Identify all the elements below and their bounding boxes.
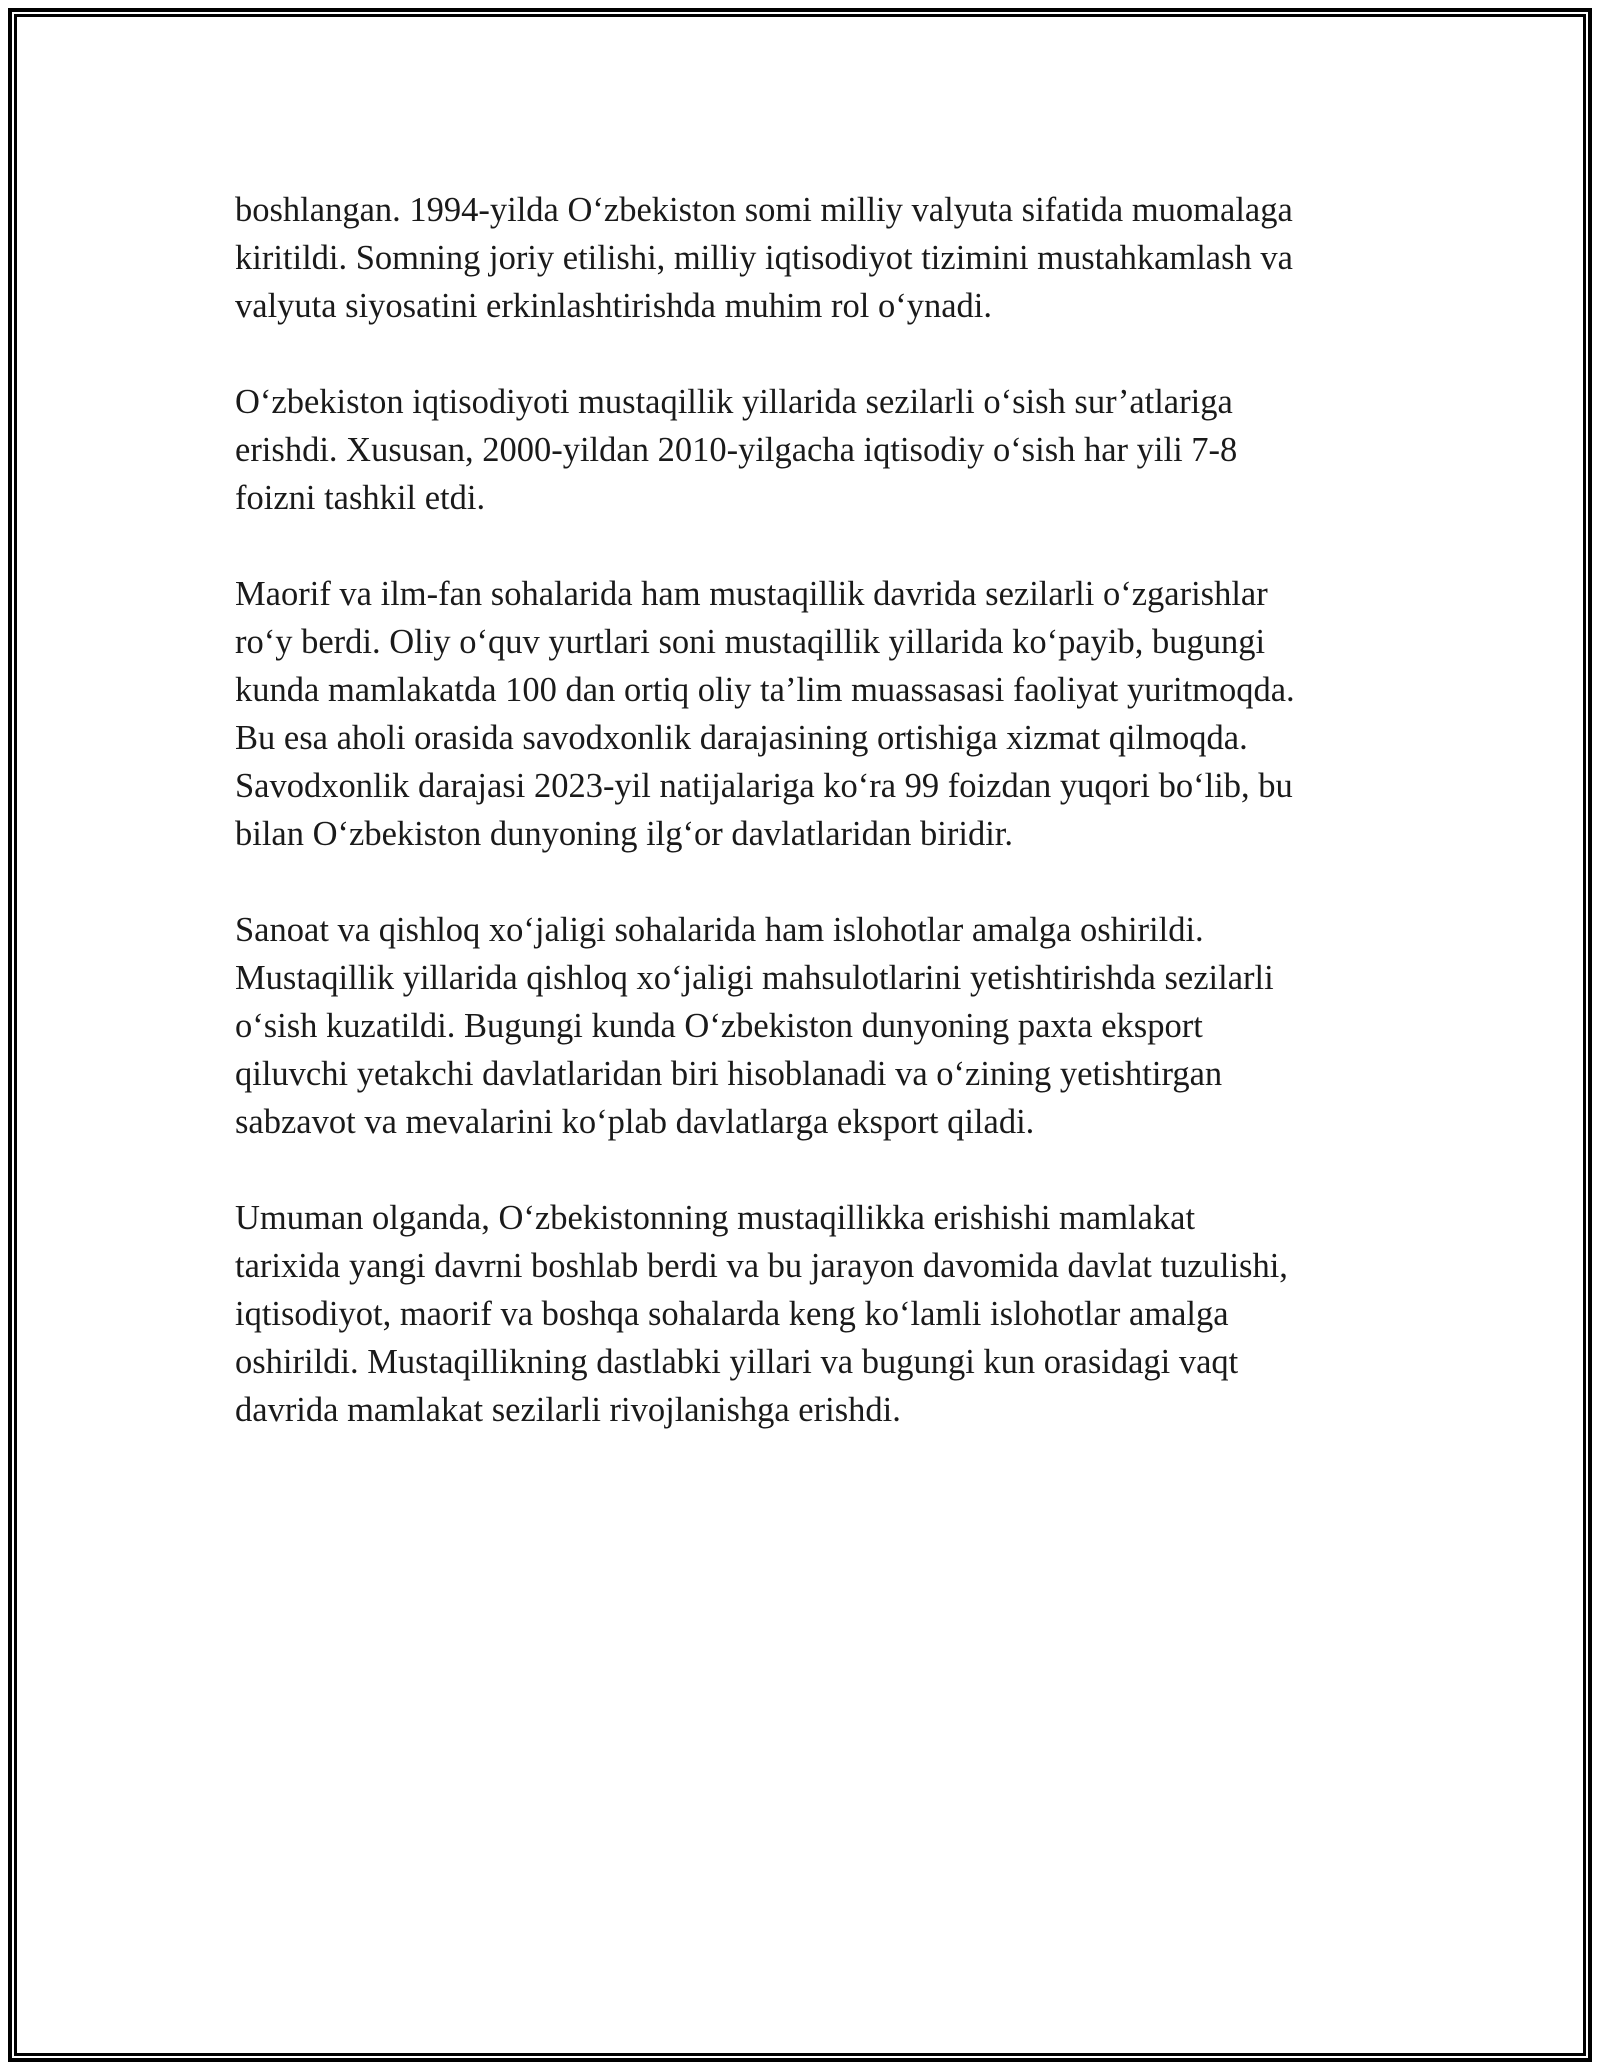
text-line: bilan O‘zbekiston dunyoning ilg‘or davlatlaridan biridir. bbox=[235, 815, 1014, 853]
text-line: ro‘y berdi. Oliy o‘quv yurtlari soni mustaqillik yillarida ko‘payib, bugungi bbox=[235, 623, 1266, 661]
text-line: foizni tashkil etdi. bbox=[235, 479, 486, 517]
text-line: Maorif va ilm-fan sohalarida ham mustaqillik davrida sezilarli o‘zgarishlar bbox=[235, 575, 1268, 613]
text-line: erishdi. Xususan, 2000-yildan 2010-yilgacha iqtisodiy o‘sish har yili 7-8 bbox=[235, 431, 1238, 469]
document-body bbox=[235, 186, 1375, 1482]
text-line: Umuman olganda, O‘zbekistonning mustaqillikka erishishi mamlakat bbox=[235, 1199, 1196, 1237]
text-line: Mustaqillik yillarida qishloq xo‘jaligi mahsulotlarini yetishtirishda sezilarli bbox=[235, 959, 1274, 997]
paragraph-4 bbox=[235, 906, 1375, 1146]
text-line: valyuta siyosatini erkinlashtirishda muhim rol o‘ynadi. bbox=[235, 287, 992, 325]
text-line: o‘sish kuzatildi. Bugungi kunda O‘zbekiston dunyoning paxta eksport bbox=[235, 1007, 1203, 1045]
paragraph-1 bbox=[235, 186, 1375, 330]
text-line: kunda mamlakatda 100 dan ortiq oliy ta’lim muassasasi faoliyat yuritmoqda. bbox=[235, 671, 1295, 709]
text-line: Savodxonlik darajasi 2023-yil natijalariga ko‘ra 99 foizdan yuqori bo‘lib, bu bbox=[235, 767, 1293, 805]
text-line: qiluvchi yetakchi davlatlaridan biri hisoblanadi va o‘zining yetishtirgan bbox=[235, 1055, 1223, 1093]
text-line: iqtisodiyot, maorif va boshqa sohalarda keng ko‘lamli islohotlar amalga bbox=[235, 1295, 1229, 1333]
text-line: boshlangan. 1994-yilda O‘zbekiston somi milliy valyuta sifatida muomalaga bbox=[235, 191, 1293, 229]
paragraph-2 bbox=[235, 378, 1375, 522]
paragraph-5 bbox=[235, 1194, 1375, 1434]
paragraph-3 bbox=[235, 570, 1375, 858]
text-line: sabzavot va mevalarini ko‘plab davlatlarga eksport qiladi. bbox=[235, 1103, 1035, 1141]
text-line: kiritildi. Somning joriy etilishi, milliy iqtisodiyot tizimini mustahkamlash va bbox=[235, 239, 1293, 277]
text-line: Bu esa aholi orasida savodxonlik darajasining ortishiga xizmat qilmoqda. bbox=[235, 719, 1248, 757]
text-line: tarixida yangi davrni boshlab berdi va bu jarayon davomida davlat tuzulishi, bbox=[235, 1247, 1288, 1285]
text-line: oshirildi. Mustaqillikning dastlabki yillari va bugungi kun orasidagi vaqt bbox=[235, 1343, 1239, 1381]
text-line: O‘zbekiston iqtisodiyoti mustaqillik yillarida sezilarli o‘sish sur’atlariga bbox=[235, 383, 1233, 421]
text-line: Sanoat va qishloq xo‘jaligi sohalarida ham islohotlar amalga oshirildi. bbox=[235, 911, 1204, 949]
text-line: davrida mamlakat sezilarli rivojlanishga erishdi. bbox=[235, 1391, 901, 1429]
